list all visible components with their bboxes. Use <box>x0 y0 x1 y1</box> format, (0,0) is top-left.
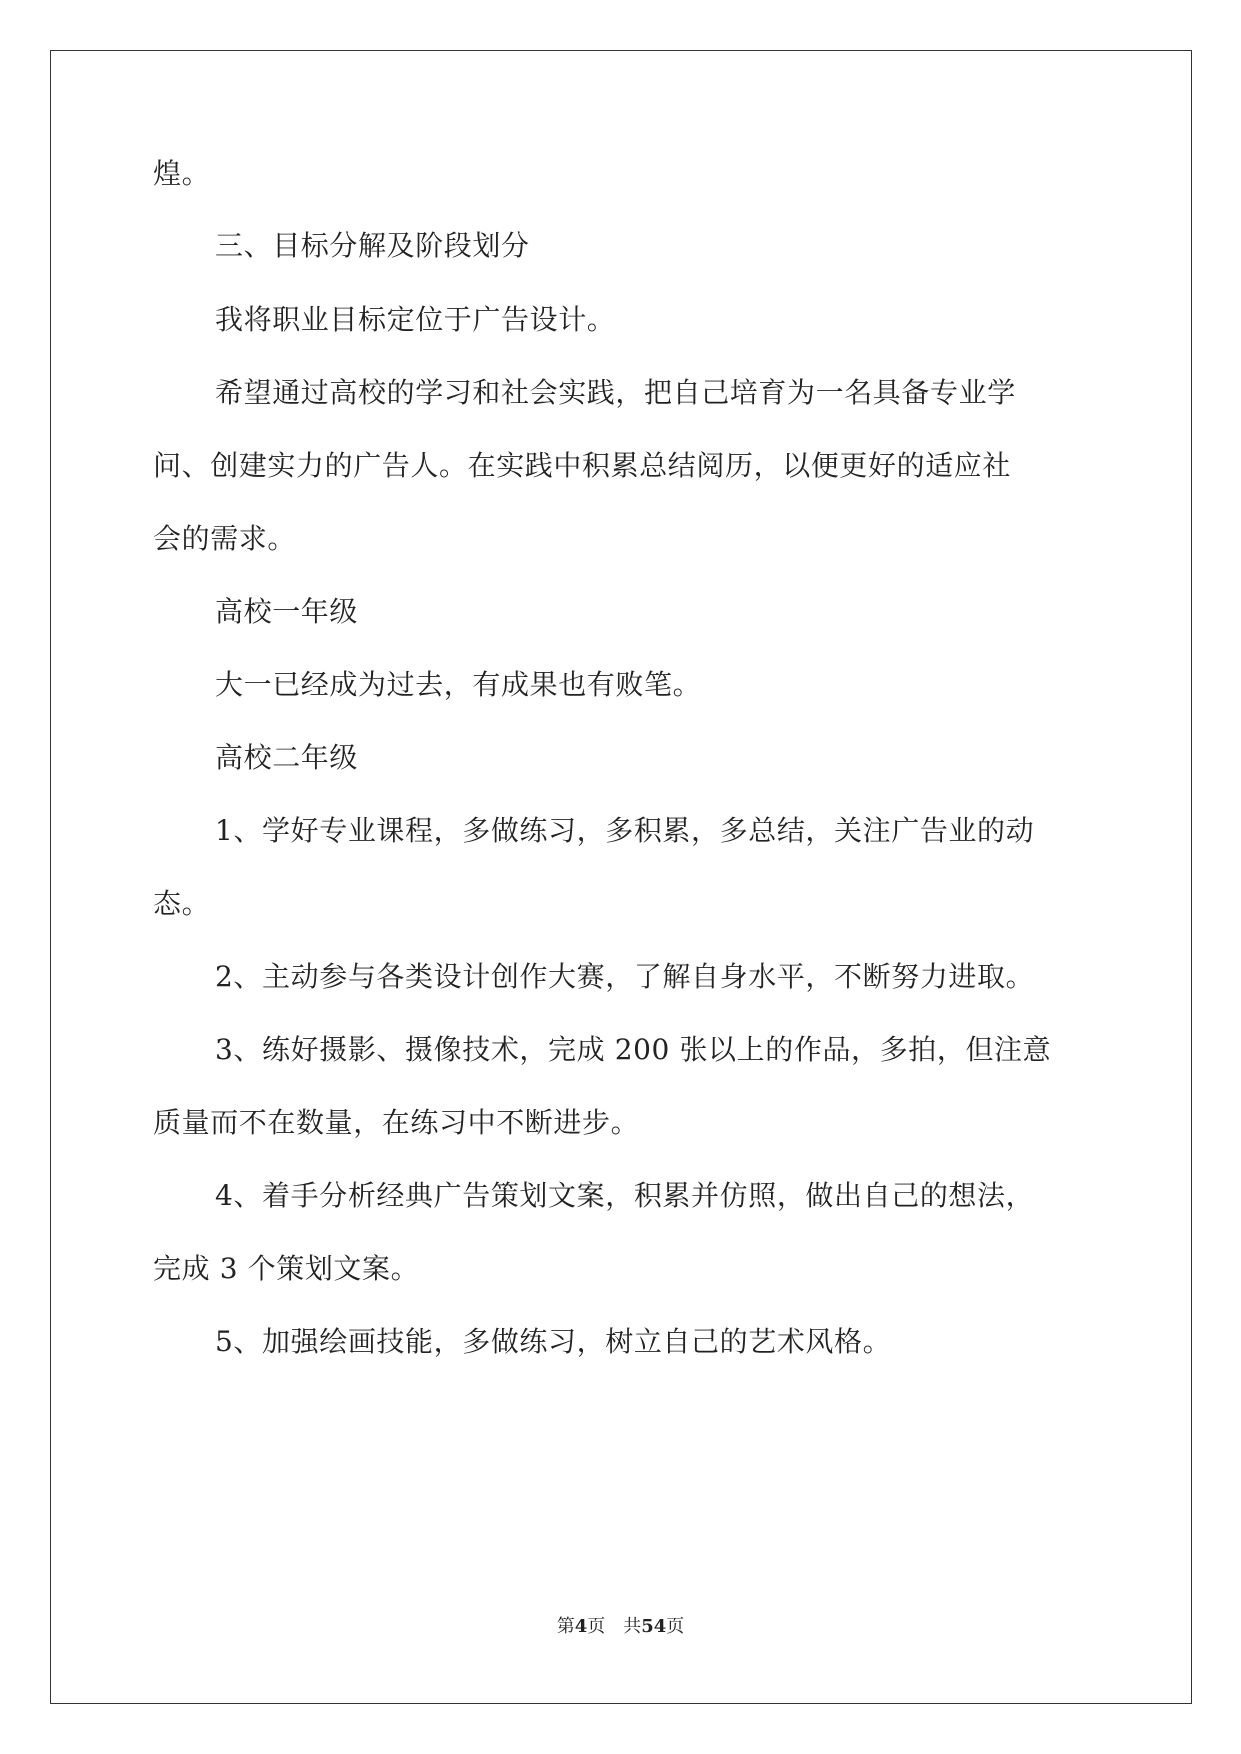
page-number: 4 <box>574 1616 588 1637</box>
page-footer <box>0 1615 1241 1639</box>
text-line: 态。 <box>153 887 211 920</box>
total-suffix: 页 <box>666 1616 685 1637</box>
subheading: 高校二年级 <box>215 741 359 774</box>
total-pages: 54 <box>641 1616 667 1637</box>
text-line: 完成 3 个策划文案。 <box>153 1252 420 1285</box>
text-line: 质量而不在数量，在练习中不断进步。 <box>153 1106 640 1139</box>
text-line: 希望通过高校的学习和社会实践，把自己培育为一名具备专业学 <box>215 376 1016 409</box>
text-line: 煌。 <box>153 157 211 190</box>
total-prefix: 共 <box>623 1616 642 1637</box>
list-item: 1、学好专业课程，多做练习，多积累，多总结，关注广告业的动 <box>215 814 1035 847</box>
list-item: 4、着手分析经典广告策划文案，积累并仿照，做出自己的想法， <box>215 1179 1035 1212</box>
page-suffix: 页 <box>587 1616 606 1637</box>
list-item: 3、练好摄影、摄像技术，完成 200 张以上的作品，多拍，但注意 <box>215 1033 1052 1066</box>
list-item: 2、主动参与各类设计创作大赛，了解自身水平，不断努力进取。 <box>215 960 1035 993</box>
text-line: 大一已经成为过去，有成果也有败笔。 <box>215 668 702 701</box>
page-border <box>50 50 1192 1704</box>
text-line: 我将职业目标定位于广告设计。 <box>215 303 616 336</box>
subheading: 高校一年级 <box>215 595 359 628</box>
text-line: 问、创建实力的广告人。在实践中积累总结阅历，以便更好的适应社 <box>153 449 1012 482</box>
text-line: 会的需求。 <box>153 522 297 555</box>
page-prefix: 第 <box>556 1616 575 1637</box>
list-item: 5、加强绘画技能，多做练习，树立自己的艺术风格。 <box>215 1325 892 1358</box>
section-heading: 三、目标分解及阶段划分 <box>215 229 530 262</box>
